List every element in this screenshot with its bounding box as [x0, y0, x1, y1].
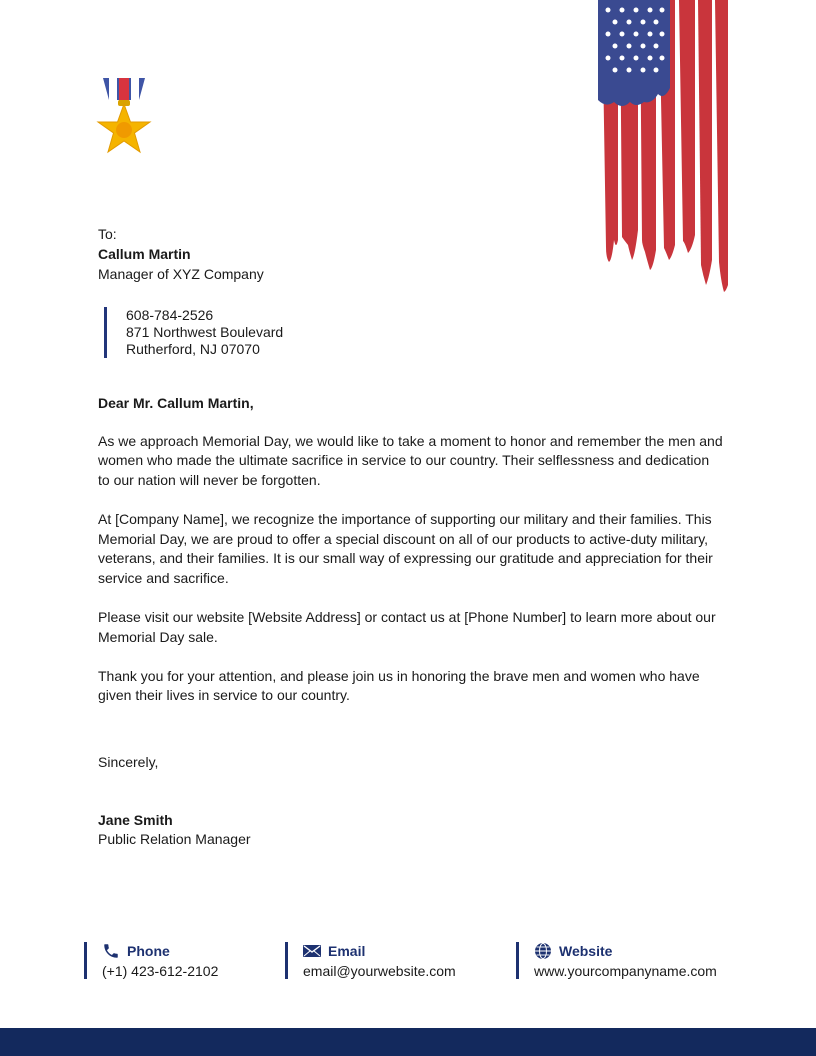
address-city: Rutherford, NJ 07070 — [126, 341, 260, 357]
paragraph: At [Company Name], we recognize the importance of supporting our military and their families. This Memorial Day, we are proud to offer a special discount on all of our products to active-duty military, veterans, and their families. It is our small way of expressing our gratitude and appreciation for their service and sacrifice. — [98, 510, 713, 586]
address-block — [104, 307, 283, 358]
signature-block — [98, 811, 251, 849]
phone-icon — [102, 942, 120, 960]
footer-phone — [84, 942, 218, 979]
medal-icon — [95, 76, 153, 162]
signer-title: Public Relation Manager — [98, 831, 251, 847]
website-label: Website — [559, 943, 613, 959]
phone-label: Phone — [127, 943, 170, 959]
closing: Sincerely, — [98, 754, 159, 770]
footer-bar — [0, 1028, 816, 1056]
paragraph: As we approach Memorial Day, we would like to take a moment to honor and remember the men and women who made the ultimate sacrifice in service to our country. Their selflessness and dedication to our nation will never be forgotten. — [98, 432, 723, 488]
recipient-block — [98, 224, 264, 284]
flag-icon — [598, 0, 730, 292]
recipient-title: Manager of XYZ Company — [98, 266, 264, 282]
globe-icon — [534, 942, 552, 960]
letter-body — [98, 394, 723, 726]
address-street: 871 Northwest Boulevard — [126, 324, 284, 340]
signer-name: Jane Smith — [98, 812, 173, 828]
footer-website — [516, 942, 717, 979]
email-value[interactable]: email@yourwebsite.com — [303, 963, 456, 979]
footer-email — [285, 942, 456, 979]
phone-value[interactable]: (+1) 423-612-2102 — [102, 963, 219, 979]
to-label: To: — [98, 226, 117, 242]
email-label: Email — [328, 943, 366, 959]
recipient-name: Callum Martin — [98, 246, 191, 262]
paragraph: Thank you for your attention, and please join us in honoring the brave men and women who have given their lives in service to our country. — [98, 667, 700, 704]
envelope-icon — [303, 944, 321, 958]
website-value[interactable]: www.yourcompanyname.com — [534, 963, 717, 979]
paragraph: Please visit our website [Website Address] or contact us at [Phone Number] to learn more about our Memorial Day sale. — [98, 608, 716, 645]
address-phone: 608-784-2526 — [126, 307, 214, 323]
salutation: Dear Mr. Callum Martin, — [98, 395, 254, 411]
